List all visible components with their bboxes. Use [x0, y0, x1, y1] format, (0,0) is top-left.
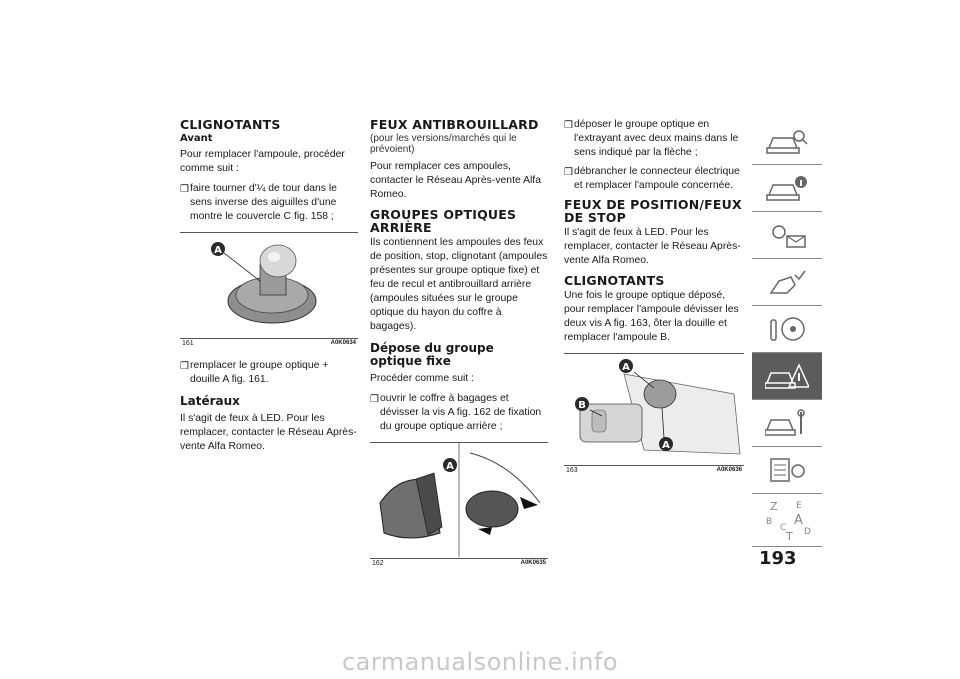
nav-car-warning[interactable]	[752, 353, 822, 400]
index-letter: E	[796, 501, 802, 511]
callout-a-label: A	[446, 461, 454, 472]
list-item-text: ouvrir le coffre à bagages et dévisser la vis A fig. 162 de fixation du groupe optique arrière ;	[380, 393, 542, 432]
list-item	[370, 392, 548, 434]
paragraph: Pour remplacer ces ampoules, contacter le Réseau Après-vente Alfa Romeo.	[370, 161, 541, 200]
nav-list-settings[interactable]	[752, 447, 822, 494]
callout-a-label: A	[622, 362, 630, 373]
hand-check-icon	[765, 267, 809, 297]
paragraph: Il s'agit de feux à LED. Pour les remplacer, contacter le Réseau Après-vente Alfa Romeo.	[564, 227, 741, 266]
figure-caption	[564, 465, 744, 478]
paragraph: Procéder comme suit :	[370, 373, 474, 384]
index-letter: C	[780, 523, 787, 533]
car-tools-icon	[765, 408, 809, 438]
section-title-clignotants-2: CLIGNOTANTS	[564, 273, 665, 288]
car-info-icon	[765, 173, 809, 203]
intro-text: Pour remplacer l'ampoule, procéder comme suit :	[180, 149, 345, 174]
list-item	[564, 165, 744, 193]
figure-number: 162	[372, 560, 384, 567]
figure-caption	[180, 338, 358, 351]
paragraph: Ils contiennent les ampoules des feux de position, stop, clignotant (ampoules présentes sur groupe optique fixe) et feu de recul et antibrouillard arrière (ampoules situées sur le groupe optique du hayon du coffre à bagages).	[370, 237, 548, 332]
nav-car-info[interactable]	[752, 165, 822, 212]
paragraph: Il s'agit de feux à LED. Pour les remplacer, contacter le Réseau Après-vente Alfa Romeo.	[180, 413, 357, 452]
list-settings-icon	[765, 455, 809, 485]
tail-light-removal-illustration	[370, 443, 548, 557]
list-item	[564, 118, 744, 160]
page-number: 193	[759, 548, 797, 569]
turn-signal-bulb-illustration	[564, 354, 742, 464]
subhead-depose: Dépose du groupe optique fixe	[370, 341, 494, 368]
list-item-text: déposer le groupe optique en l'extrayant avec deux mains dans le sens indiqué par la flèche ;	[574, 119, 739, 158]
watermark: carmanualsonline.info	[341, 648, 619, 676]
checkbox-bullet-icon: ❒	[180, 184, 189, 195]
list-item-text: remplacer le groupe optique + douille A fig. 161.	[190, 360, 329, 385]
paragraph: Une fois le groupe optique déposé, pour remplacer l'ampoule dévisser les deux vis A fig. 163, ôter la douille et remplacer l'ampoule B.	[564, 290, 739, 343]
nav-car-tools[interactable]	[752, 400, 822, 447]
nav-alphabet-index[interactable]	[752, 494, 822, 547]
figure-163	[564, 353, 744, 478]
checkbox-bullet-icon: ❒	[564, 167, 573, 178]
figure-161	[180, 232, 358, 351]
car-search-icon	[765, 126, 809, 156]
checkbox-bullet-icon: ❒	[180, 361, 189, 372]
figure-number: 163	[566, 467, 578, 474]
subhead-avant: Avant	[180, 133, 213, 144]
index-letter: D	[804, 527, 811, 537]
index-letter: T	[786, 530, 793, 542]
index-letter: Z	[770, 500, 778, 513]
chapter-sidebar	[752, 118, 822, 547]
key-wheel-icon	[765, 314, 809, 344]
checkbox-bullet-icon: ❒	[370, 394, 379, 405]
versions-note: (pour les versions/marchés qui le prévoient)	[370, 133, 517, 155]
column-1	[180, 118, 358, 460]
callout-a2-label: A	[662, 440, 670, 451]
figure-162	[370, 442, 548, 571]
figure-code: A0K0634	[330, 340, 356, 346]
column-2	[370, 118, 548, 579]
index-letter: A	[794, 513, 803, 528]
subhead-lateraux: Latéraux	[180, 394, 240, 408]
callout-a-label: A	[214, 245, 222, 256]
checkbox-bullet-icon: ❒	[564, 120, 573, 131]
section-title-clignotants: CLIGNOTANTS	[180, 117, 281, 132]
figure-code: A0K0636	[716, 467, 742, 473]
index-letter: B	[766, 517, 773, 527]
nav-warning-lights[interactable]	[752, 212, 822, 259]
list-item-text: débrancher le connecteur électrique et remplacer l'ampoule concernée.	[574, 166, 740, 191]
warning-lights-icon	[765, 220, 809, 250]
section-title-feux-antibrouillard: FEUX ANTIBROUILLARD	[370, 117, 539, 132]
figure-code: A0K0635	[520, 560, 546, 566]
alphabet-index-icon	[762, 498, 812, 542]
nav-hand-check[interactable]	[752, 259, 822, 306]
list-item	[180, 182, 358, 224]
car-warning-icon	[765, 361, 809, 391]
list-item-text: faire tourner d'¼ de tour dans le sens inverse des aiguilles d'une montre le couvercle C fig. 158 ;	[190, 183, 337, 222]
section-title-groupes-optiques: GROUPES OPTIQUES ARRIÈRE	[370, 207, 517, 235]
nav-key-wheel[interactable]	[752, 306, 822, 353]
figure-caption	[370, 558, 548, 571]
list-item	[180, 359, 358, 387]
lamp-socket-illustration	[180, 233, 358, 337]
nav-car-search[interactable]	[752, 118, 822, 165]
column-3	[564, 118, 744, 486]
section-title-feux-position: FEUX DE POSITION/FEUX DE STOP	[564, 197, 742, 225]
figure-number: 161	[182, 340, 194, 347]
callout-b-label: B	[578, 400, 586, 411]
